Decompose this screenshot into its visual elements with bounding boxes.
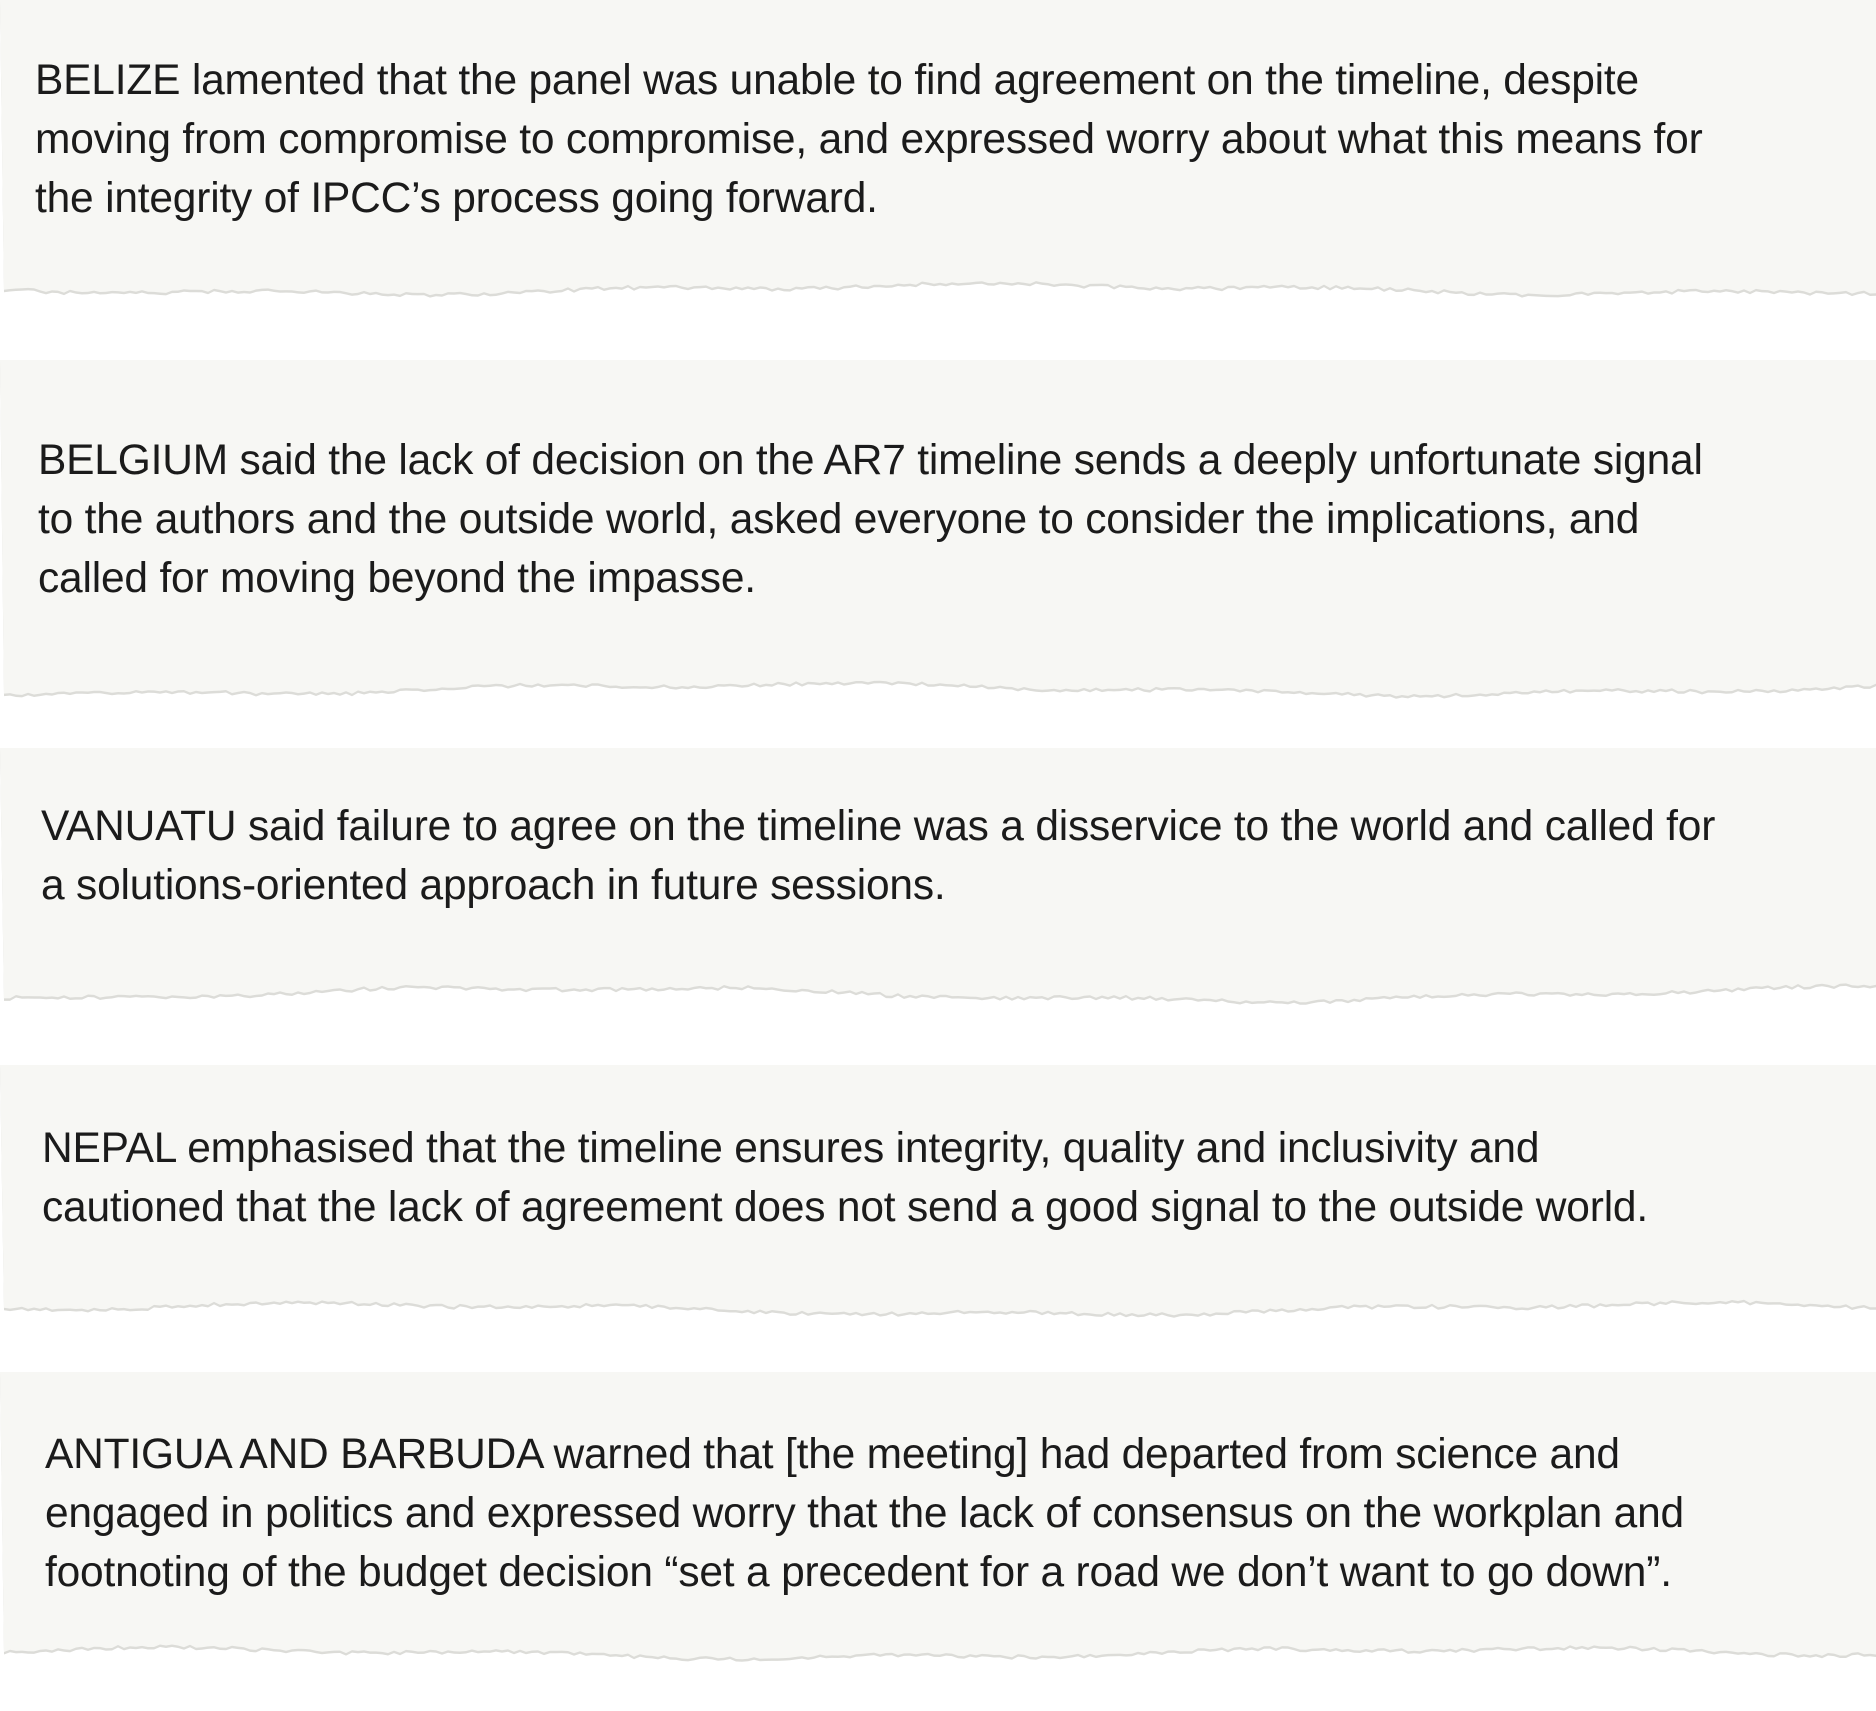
clipping-text: BELIZE lamented that the panel was unable to find agreement on the timeline, despite moving from compromise to compromise, and expressed worry about what this means for the integrity of IPCC’s process going forward.: [35, 57, 1703, 222]
clipping-nepal: [0, 1065, 1876, 1330]
clipping-text: NEPAL emphasised that the timeline ensures integrity, quality and inclusivity and cautioned that the lack of agreement does not send a good signal to the outside world.: [42, 1125, 1648, 1231]
clipping-vanuatu: [0, 748, 1876, 1018]
clipping-text: BELGIUM said the lack of decision on the AR7 timeline sends a deeply unfortunate signal to the authors and the outside world, asked everyone to consider the implications, and called for moving beyond the impasse.: [38, 437, 1703, 602]
clipping-text: ANTIGUA AND BARBUDA warned that [the meeting] had departed from science and engaged in politics and expressed worry that the lack of consensus on the workplan and footnoting of the budget decision “set a precedent for a road we don’t want to go down”.: [45, 1431, 1684, 1596]
clipping-belgium: [0, 360, 1876, 710]
clipping-belize: [0, 0, 1876, 310]
clipping-text: VANUATU said failure to agree on the timeline was a disservice to the world and called for a solutions-oriented approach in future sessions.: [41, 803, 1716, 909]
clipping-antigua-and-barbuda: [0, 1372, 1876, 1672]
